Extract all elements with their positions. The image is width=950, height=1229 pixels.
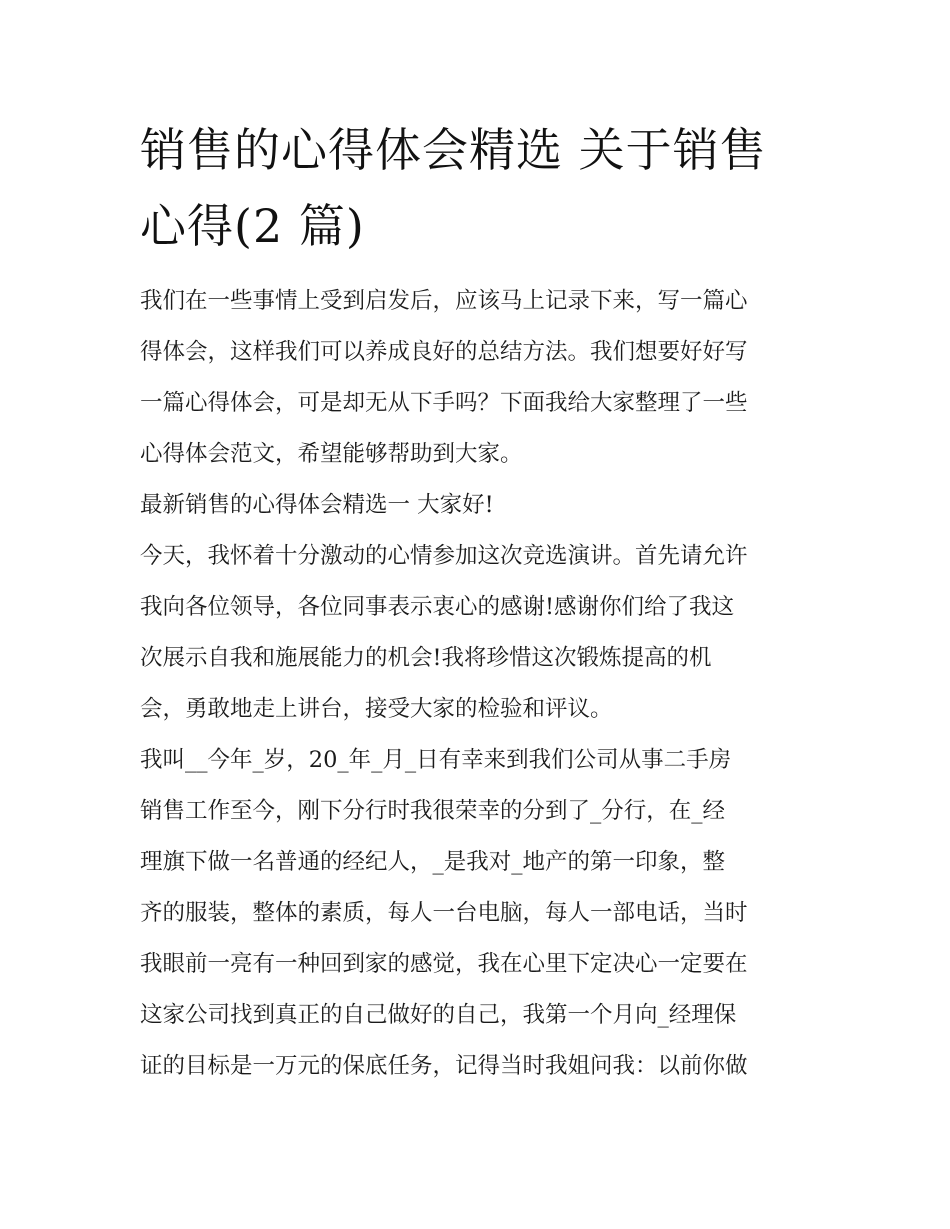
body-line: 我向各位领导，各位同事表示衷心的感谢!感谢你们给了我这 bbox=[140, 594, 735, 620]
document-title bbox=[140, 112, 830, 264]
body-line: 我叫__今年_岁，20_年_月_日有幸来到我们公司从事二手房 bbox=[140, 747, 732, 773]
body-line: 一篇心得体会，可是却无从下手吗？下面我给大家整理了一些 bbox=[140, 390, 748, 416]
section-heading-line: 最新销售的心得体会精选一 大家好! bbox=[140, 492, 494, 518]
body-line: 今天，我怀着十分激动的心情参加这次竞选演讲。首先请允许 bbox=[140, 543, 748, 569]
body-line: 证的目标是一万元的保底任务，记得当时我姐问我：以前你做 bbox=[140, 1053, 748, 1079]
body-line: 心得体会范文，希望能够帮助到大家。 bbox=[140, 441, 523, 467]
title-line: 心得(2 篇) bbox=[140, 199, 365, 253]
body-line: 理旗下做一名普通的经纪人，_是我对_地产的第一印象，整 bbox=[140, 849, 726, 875]
body-line: 销售工作至今，刚下分行时我很荣幸的分到了_分行，在_经 bbox=[140, 798, 726, 824]
body-line: 我们在一些事情上受到启发后，应该马上记录下来，写一篇心 bbox=[140, 288, 748, 314]
body-line: 齐的服装，整体的素质，每人一台电脑，每人一部电话，当时 bbox=[140, 900, 748, 926]
body-line: 会，勇敢地走上讲台，接受大家的检验和评议。 bbox=[140, 696, 613, 722]
document-body bbox=[140, 276, 830, 1092]
body-line: 这家公司找到真正的自己做好的自己，我第一个月向_经理保 bbox=[140, 1002, 737, 1028]
title-line: 销售的心得体会精选 关于销售 bbox=[140, 123, 767, 177]
body-line: 次展示自我和施展能力的机会!我将珍惜这次锻炼提高的机 bbox=[140, 645, 712, 671]
body-line: 我眼前一亮有一种回到家的感觉，我在心里下定决心一定要在 bbox=[140, 951, 748, 977]
body-line: 得体会，这样我们可以养成良好的总结方法。我们想要好好写 bbox=[140, 339, 748, 365]
